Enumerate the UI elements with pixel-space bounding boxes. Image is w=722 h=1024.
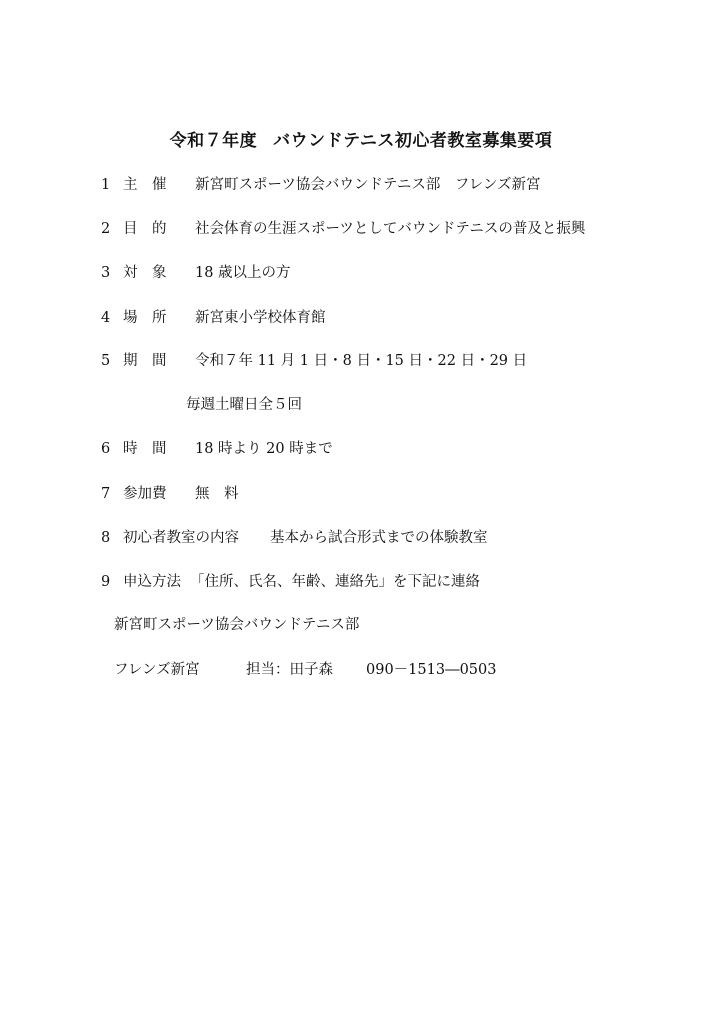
- item-label: 期 間: [123, 353, 167, 369]
- item-label: 対 象: [123, 265, 167, 281]
- title-year: 令和７年度: [169, 131, 258, 151]
- item-label: 目 的: [123, 221, 167, 237]
- contact-organization: 新宮町スポーツ協会バウンドテニス部: [114, 617, 360, 633]
- item-label: 場 所: [123, 310, 167, 326]
- item-value: 「住所、氏名、年齢、連絡先」を下記に連絡: [190, 574, 480, 590]
- item-value: 18 歳以上の方: [195, 265, 291, 281]
- contact-phone: 090－1513―0503: [366, 662, 497, 678]
- document-title: [0, 126, 722, 151]
- item-label: 時 間: [123, 441, 167, 457]
- item-label: 申込方法: [123, 574, 181, 590]
- title-text: バウンドテニス初心者教室募集要項: [273, 131, 553, 151]
- item-value: 令和７年 11 月 1 日・8 日・15 日・22 日・29 日: [195, 353, 528, 369]
- item-value: 社会体育の生涯スポーツとしてバウンドテニスの普及と振興: [195, 221, 586, 237]
- item-number: 9: [101, 574, 111, 590]
- item-number: 7: [101, 486, 111, 502]
- contact-person: 担当：田子森: [246, 662, 333, 678]
- item-number: 6: [101, 441, 111, 457]
- contact-group: フレンズ新宮: [114, 662, 200, 678]
- item-number: 5: [101, 353, 111, 369]
- item-value: 新宮町スポーツ協会バウンドテニス部 フレンズ新宮: [195, 177, 541, 193]
- item-label: 参加費: [123, 486, 167, 502]
- item-value: 基本から試合形式までの体験教室: [270, 530, 488, 546]
- item-value: 無 料: [195, 486, 239, 502]
- item-label: 初心者教室の内容: [123, 530, 239, 546]
- period-note: 毎週土曜日全５回: [186, 397, 302, 413]
- item-number: 1: [101, 177, 111, 193]
- item-value: 新宮東小学校体育館: [195, 310, 326, 326]
- item-number: 3: [101, 265, 111, 281]
- item-number: 8: [101, 530, 111, 546]
- item-number: 4: [101, 310, 111, 326]
- item-value: 18 時より 20 時まで: [195, 441, 333, 457]
- item-label: 主 催: [123, 177, 167, 193]
- item-number: 2: [101, 221, 111, 237]
